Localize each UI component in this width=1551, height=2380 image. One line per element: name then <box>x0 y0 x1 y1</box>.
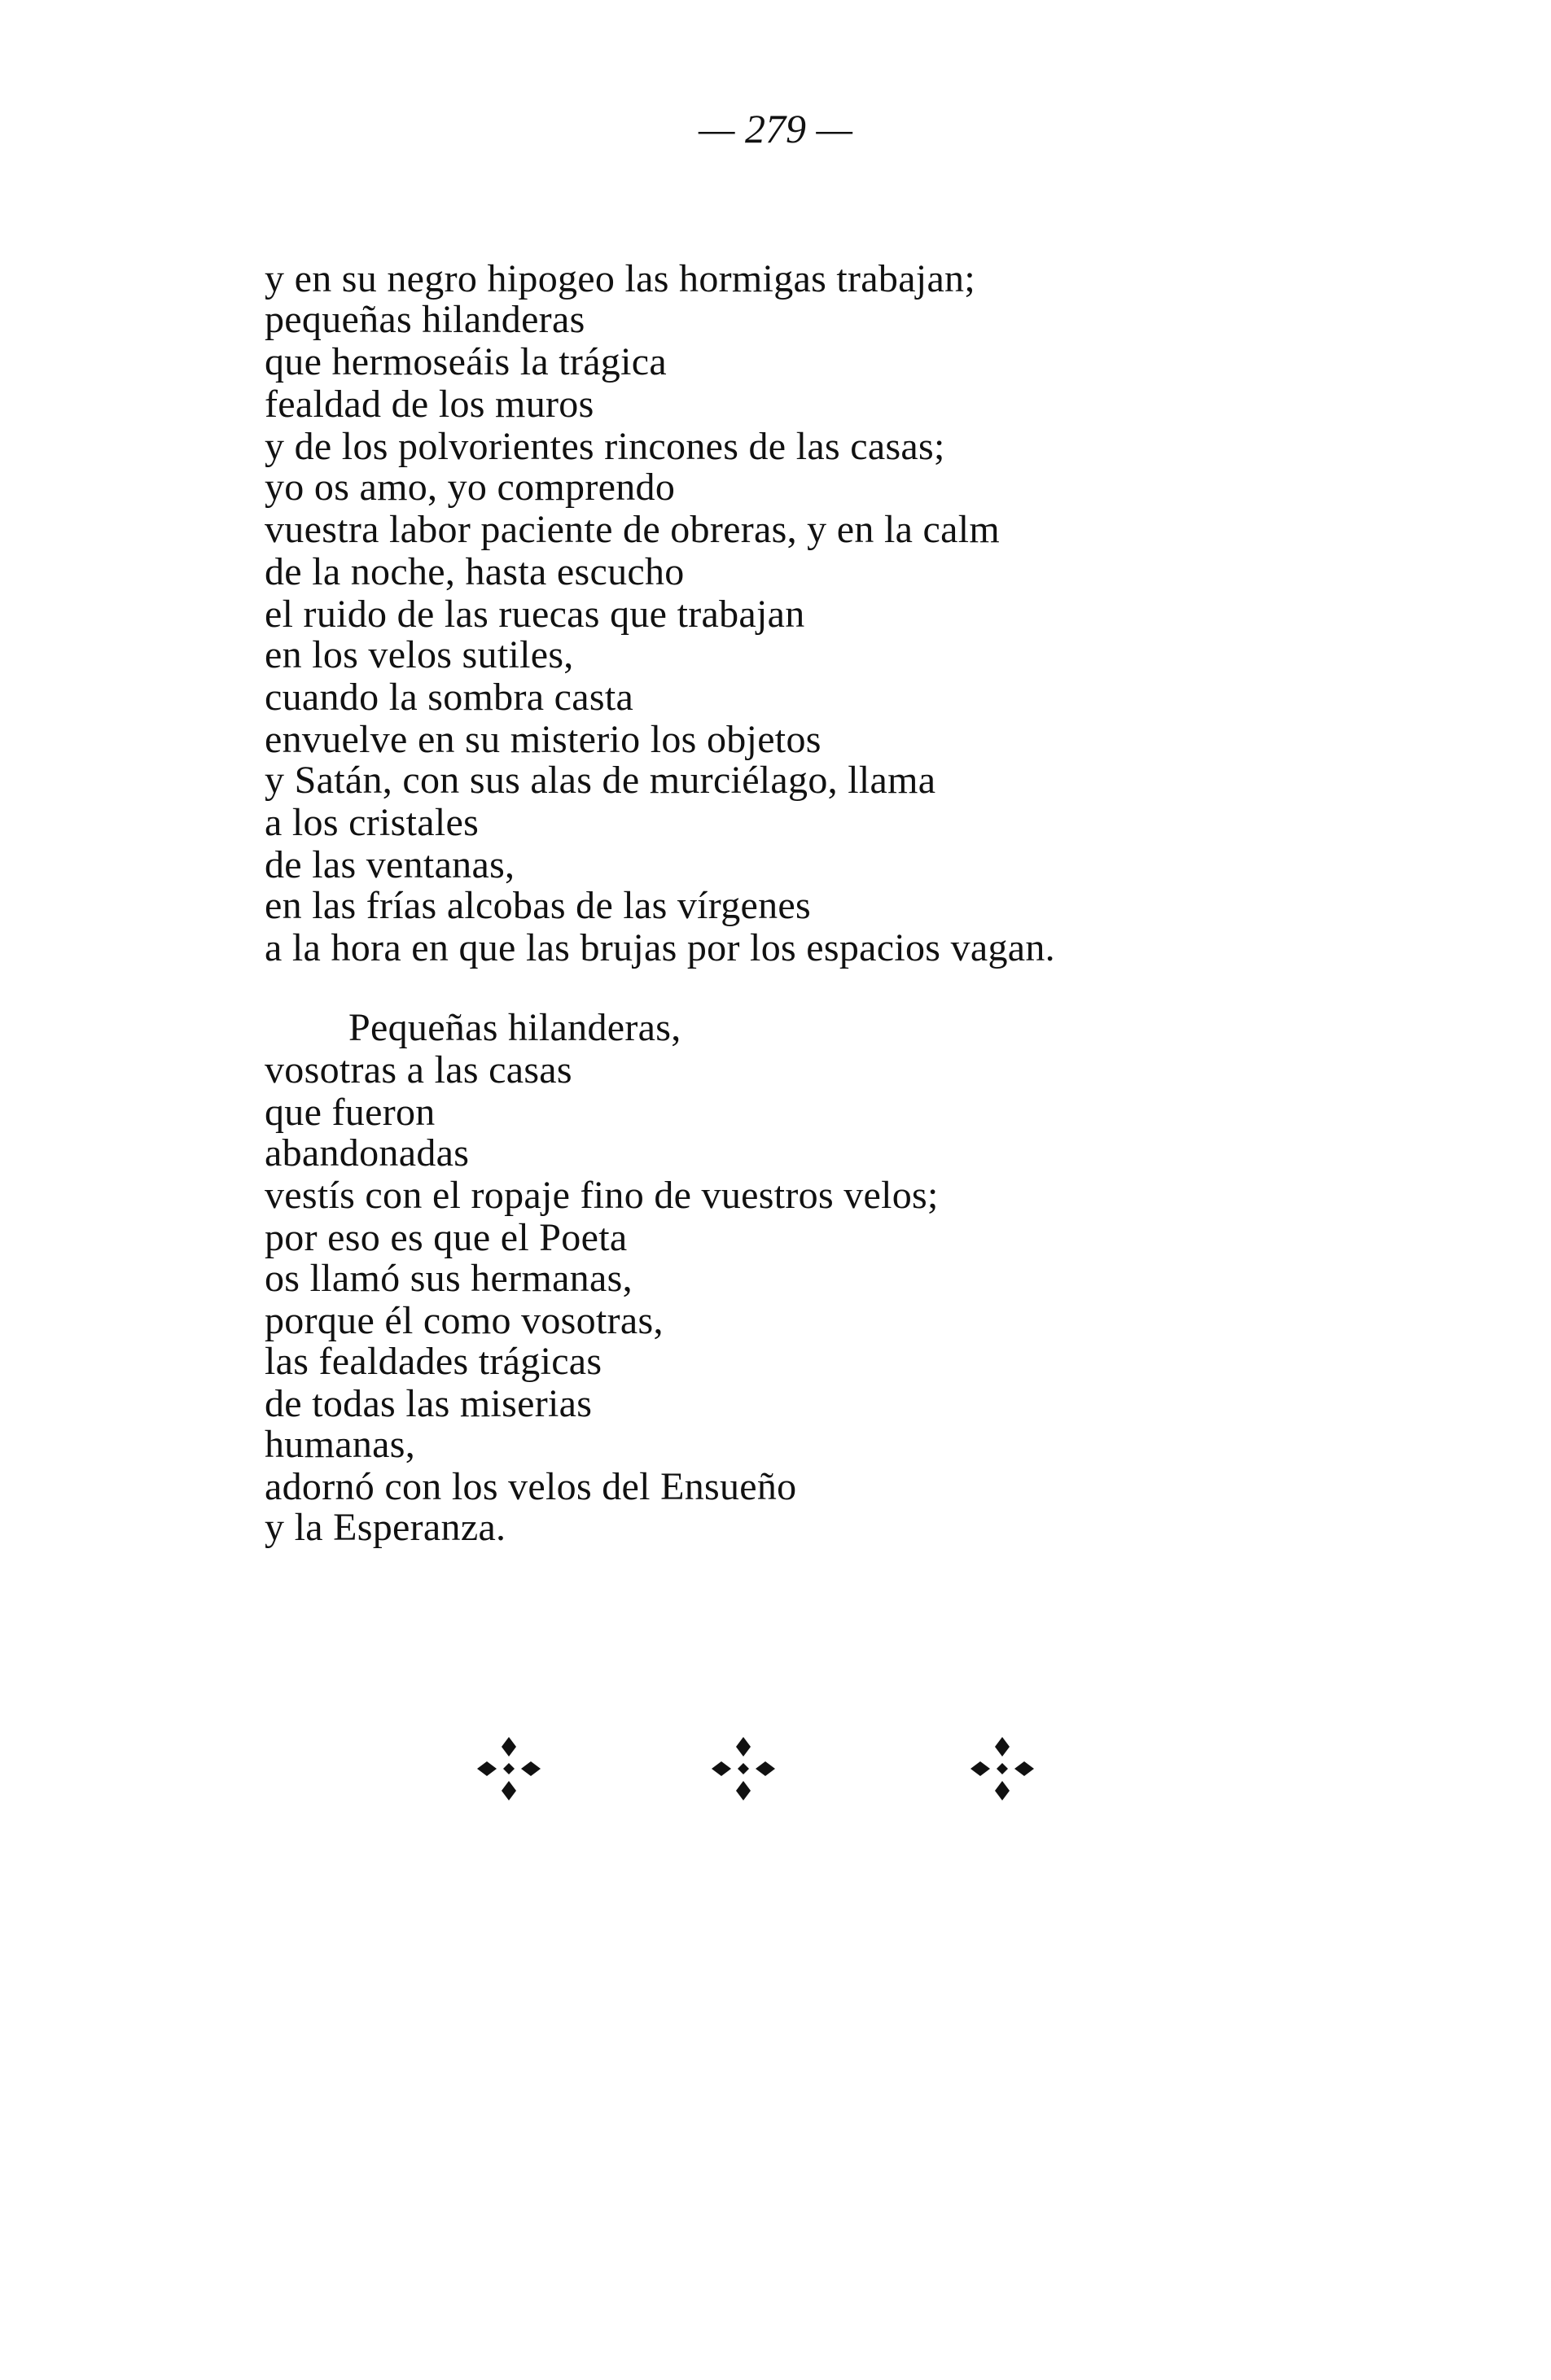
verse-line: envuelve en su misterio los objetos <box>265 718 822 761</box>
verse-line: os llamó sus hermanas, <box>265 1257 633 1300</box>
verse-line: fealdad de los muros <box>265 383 594 426</box>
verse-line: pequeñas hilanderas <box>265 298 585 341</box>
diamond-cluster-icon <box>966 1732 1039 1805</box>
verse-line: adornó con los velos del Ensueño <box>265 1465 797 1508</box>
verse-line: de todas las miserias <box>265 1382 593 1425</box>
page-number: — 279 — <box>699 106 852 151</box>
verse-line: vuestra labor paciente de obreras, y en la calm <box>265 508 1001 551</box>
verse-line: a la hora en que las brujas por los espacios vagan. <box>265 926 1055 969</box>
verse-line: que fueron <box>265 1091 436 1134</box>
verse-line: de la noche, hasta escucho <box>265 550 685 593</box>
verse-line: a los cristales <box>265 801 480 844</box>
verse-line: cuando la sombra casta <box>265 676 634 719</box>
verse-line: y Satán, con sus alas de murciélago, llama <box>265 759 936 802</box>
verse-line: vestís con el ropaje fino de vuestros velos; <box>265 1174 939 1217</box>
verse-line: por eso es que el Poeta <box>265 1216 628 1259</box>
diamond-cluster-icon <box>707 1732 780 1805</box>
diamond-cluster-icon <box>472 1732 545 1805</box>
verse-line: y la Esperanza. <box>265 1506 506 1549</box>
verse-line: porque él como vosotras, <box>265 1299 664 1342</box>
verse-line: humanas, <box>265 1423 416 1466</box>
verse-line: abandonadas <box>265 1131 470 1175</box>
verse-line: de las ventanas, <box>265 843 515 886</box>
verse-line: vosotras a las casas <box>265 1048 572 1092</box>
verse-line: en las frías alcobas de las vírgenes <box>265 884 812 927</box>
verse-line: yo os amo, yo comprendo <box>265 466 676 509</box>
verse-line: las fealdades trágicas <box>265 1340 602 1383</box>
verse-line: el ruido de las ruecas que trabajan <box>265 593 805 636</box>
verse-line: Pequeñas hilanderas, <box>348 1006 681 1049</box>
verse-line: y en su negro hipogeo las hormigas trabajan; <box>265 257 975 300</box>
verse-line: y de los polvorientes rincones de las casas; <box>265 425 945 468</box>
verse-line: en los velos sutiles, <box>265 633 574 676</box>
verse-line: que hermoseáis la trágica <box>265 340 667 383</box>
ornament-row <box>0 1732 1551 1805</box>
